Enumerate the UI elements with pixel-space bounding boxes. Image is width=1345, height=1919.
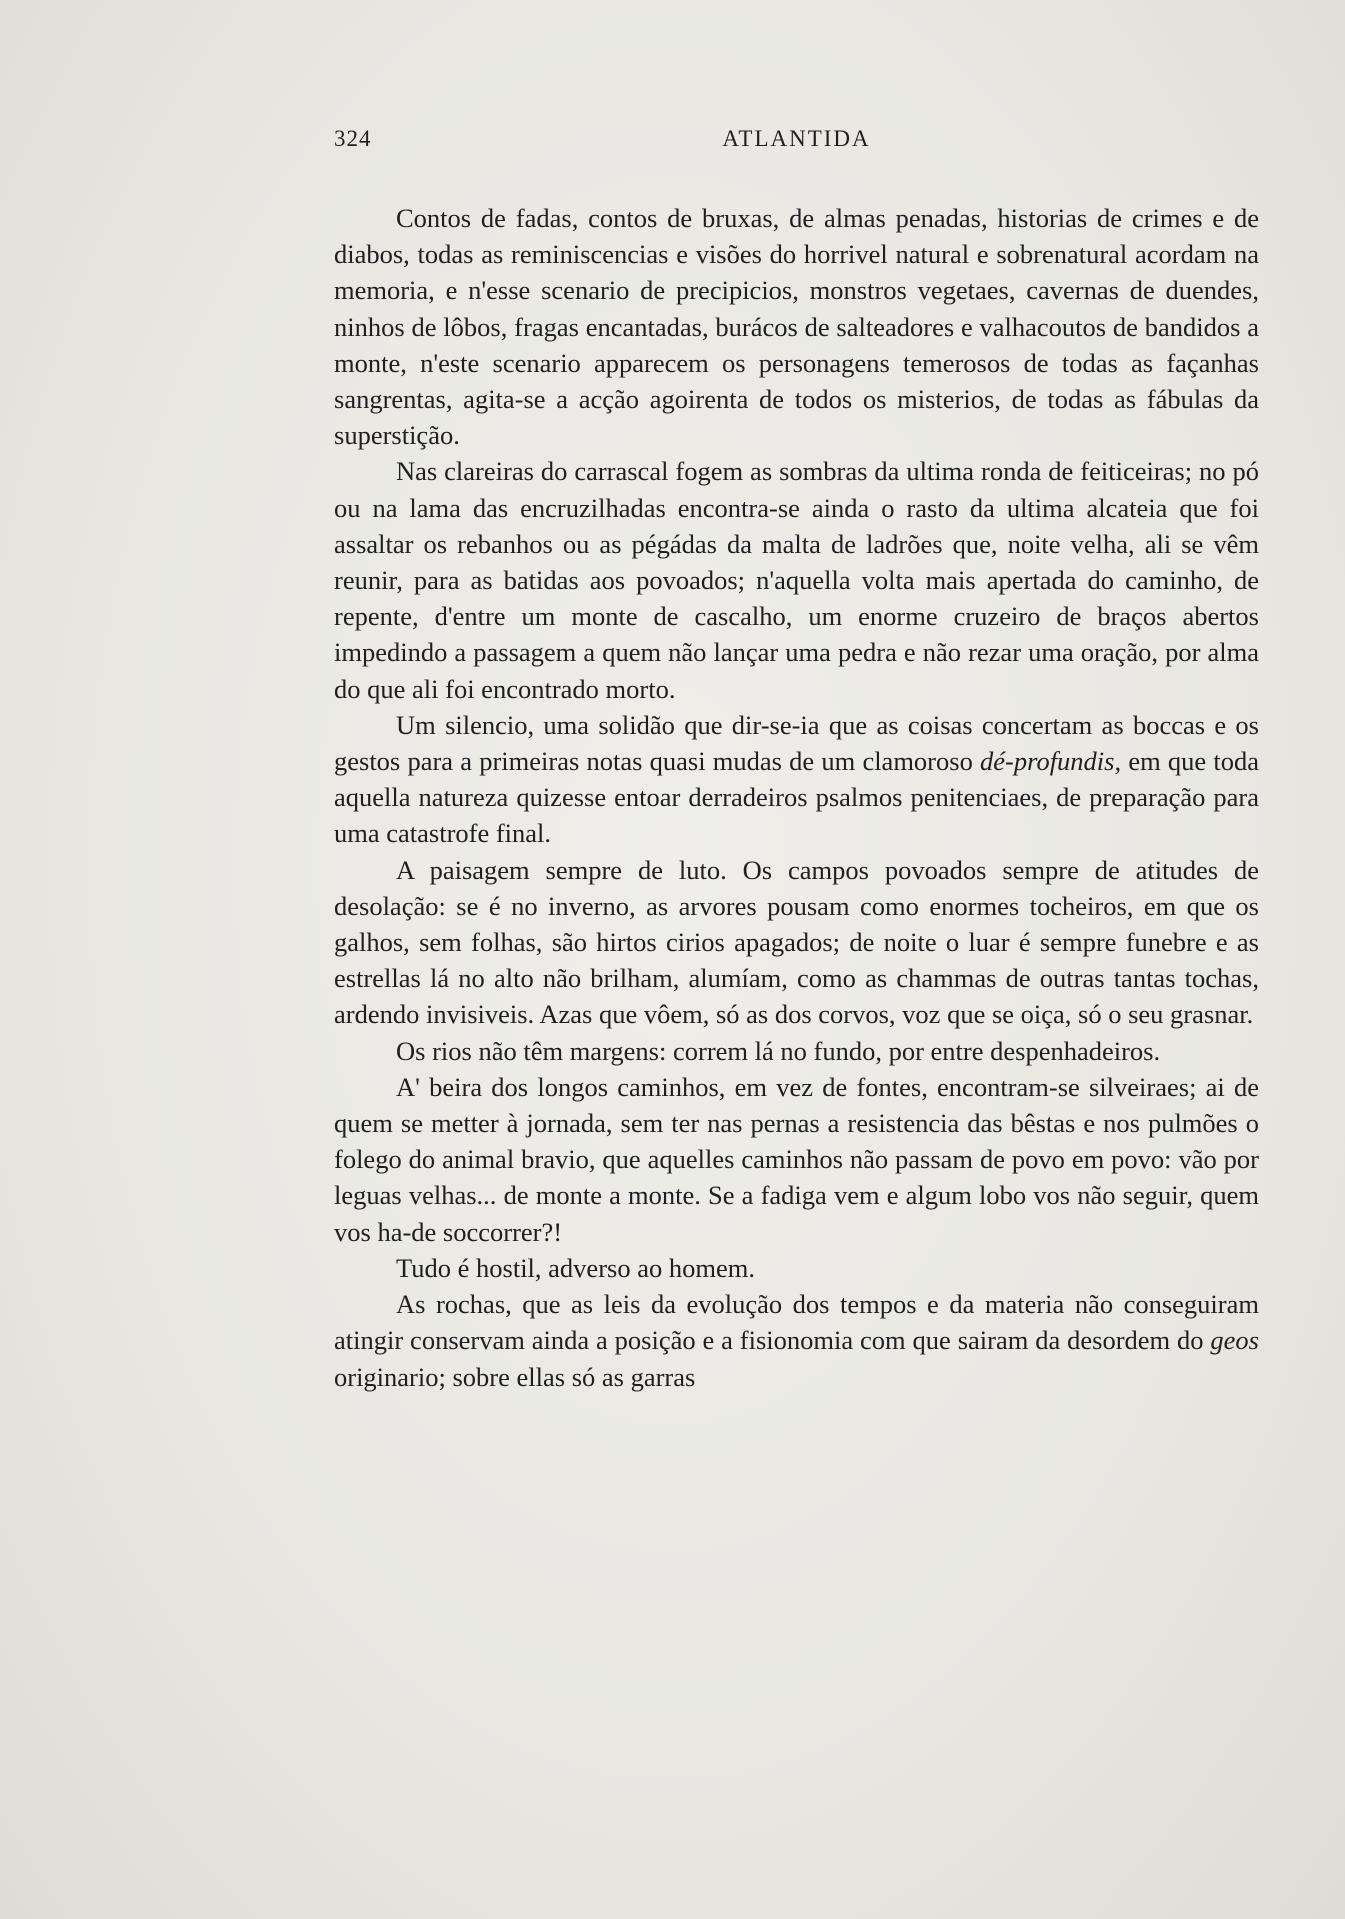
paragraph-text: em que toda aquella natureza quizesse entoar derradeiros psalmos penitenciaes, de preparação para uma catastrofe final.: [334, 746, 1259, 849]
paragraph-text: originario; sobre ellas só as garras: [334, 1361, 696, 1392]
italic-term: geos: [1210, 1325, 1259, 1356]
running-title: ATLANTIDA: [722, 126, 871, 151]
paragraph-text: Um silencio, uma solidão que dir-se-ia que as coisas concertam as boccas e os gestos para a primeiras notas quasi mudas de um clamoroso: [334, 709, 1259, 777]
paragraph: Os rios não têm margens: correm lá no fundo, por entre despenhadeiros.: [396, 1035, 1161, 1066]
paragraph: Contos de fadas, contos de bruxas, de almas penadas, historias de crimes e de diabos, todas as reminiscencias e visões do horrivel natural e sobrenatural acordam na memoria, e n'esse scenario de precipicios, monstros vegetaes, cavernas de duendes, ninhos de lôbos, fragas encantadas, burácos de salteadores e valhacoutos de bandidos a monte, n'este scenario apparecem os personagens temerosos de todas as façanhas sangrentas, agita-se a acção agoirenta de todos os misterios, de todas as fábulas da superstição.: [334, 203, 1259, 451]
paragraph: Nas clareiras do carrascal fogem as sombras da ultima ronda de feiticeiras; no pó ou na lama das encruzilhadas encontra-se ainda o rasto da ultima alcateia que foi assaltar os rebanhos ou as pégádas da malta de ladrões que, noite velha, ali se vêm reunir, para as batidas aos povoados; n'aquella volta mais apertada do caminho, de repente, d'entre um monte de cascalho, um enorme cruzeiro de braços abertos impedindo a passagem a quem não lançar uma pedra e não rezar uma oração, por alma do que ali foi encontrado morto.: [334, 456, 1259, 704]
paragraph: A paisagem sempre de luto. Os campos povoados sempre de atitudes de desolação: se é no inverno, as arvores pousam como enormes tocheiros, em que os galhos, sem folhas, são hirtos cirios apagados; de noite o luar é sempre funebre e as estrellas lá no alto não brilham, alumíam, como as chammas de outras tantas tochas, ardendo invisiveis. Azas que vôem, só as dos corvos, voz que se oiça, só o seu grasnar.: [334, 854, 1259, 1030]
paragraph: Tudo é hostil, adverso ao homem.: [396, 1252, 755, 1283]
paragraph: [334, 1286, 1259, 1395]
paragraph-text: As rochas, que as leis da evolução dos tempos e da materia não conseguiram atingir conservam ainda a posição e a fisionomia com que sairam da desordem do: [334, 1289, 1259, 1356]
page-header: [334, 126, 1259, 156]
body-text: [334, 200, 1259, 1395]
paragraph: [334, 707, 1259, 852]
paragraph: A' beira dos longos caminhos, em vez de fontes, encontram-se silveiraes; ai de quem se metter à jornada, sem ter nas pernas a resistencia das bêstas e nos pulmões o folego do animal bravio, que aquelles caminhos não passam de povo em povo: vão por leguas velhas... de monte a monte. Se a fadiga vem e algum lobo vos não seguir, quem vos ha-de soccorrer?!: [334, 1071, 1259, 1247]
italic-term: dé-profundis,: [980, 746, 1122, 777]
page-number: 324: [334, 126, 372, 151]
